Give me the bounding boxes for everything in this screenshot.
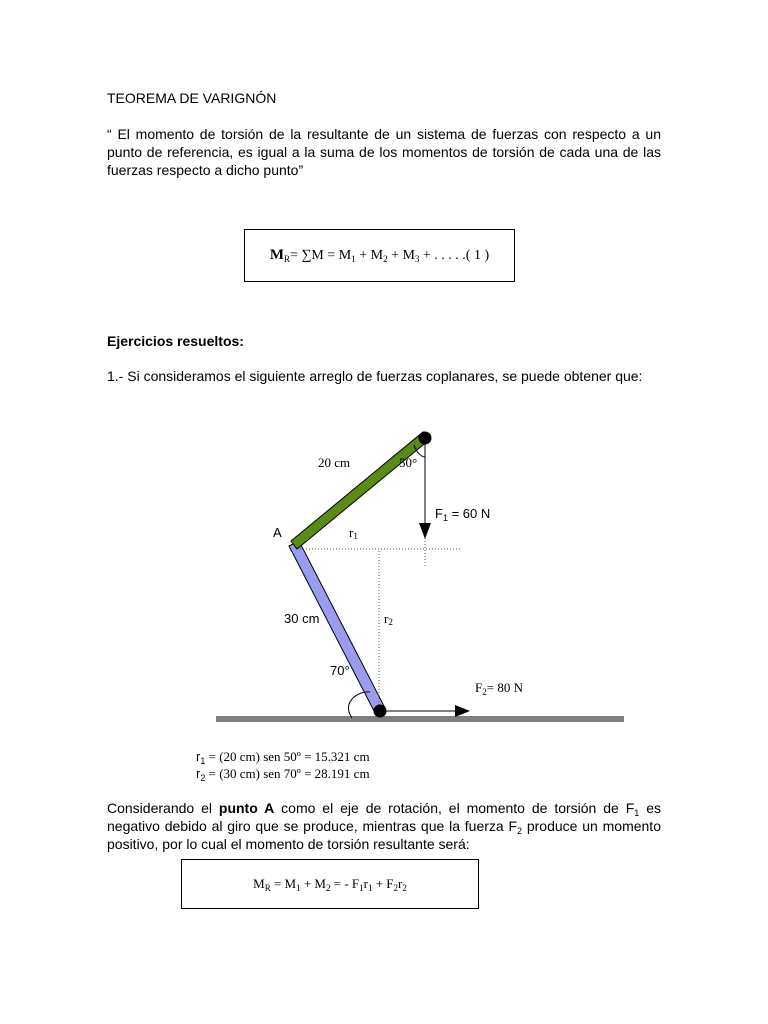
formula-varignon: $M_R= \sum M = M_1 + M_2 + M_3$ + . . . . .( 1 ) <box>269 247 490 264</box>
label-angle-50: 50° <box>399 455 418 470</box>
label-angle-70: 70° <box>330 663 350 678</box>
upper-bar-20cm <box>291 432 429 549</box>
label-20cm: 20 cm <box>318 455 351 470</box>
label-30cm: 30 cm <box>284 611 320 626</box>
label-f1: $F_1 = 60$ N <box>435 506 491 523</box>
explanation-paragraph: Considerando el punto A como el eje de rotación, el momento de torsión de $F_1$ es negativo debido al giro que se produce, mientras que la fuerza $F_2$ produce un momento positivo, por lo cual el momento de torsión resultante será: <box>107 800 661 852</box>
theorem-quote: “ El momento de torsión de la resultante de un sistema de fuerzas con respecto a un punto de referencia, es igual a la suma de los momentos de torsión de cada una de las fuerzas respecto a dicho punto” <box>107 126 661 178</box>
pivot-bottom <box>374 705 387 718</box>
formula-resultant-box <box>181 859 479 909</box>
f2-arrow-head <box>455 705 470 717</box>
section-heading: Ejercicios resueltos: <box>107 333 244 349</box>
label-f2: $F_2= 80$ N <box>475 680 523 697</box>
page-title: TEOREMA DE VARIGNÓN <box>107 90 277 106</box>
f1-arrow-head <box>419 523 431 539</box>
label-r1: r1 <box>349 525 358 541</box>
calc-block <box>196 748 370 782</box>
formula-resultant: $M_R = M_1 + M_2$ = - $F_1r_1 + F_2r_2$ <box>253 876 407 893</box>
exercise-intro: 1.- Si consideramos el siguiente arreglo de fuerzas coplanares, se puede obtener que: <box>107 368 643 384</box>
pivot-top <box>419 432 432 445</box>
calc-r1: $r_1 = (20$ cm) sen 50º = 15.321 cm <box>196 749 370 766</box>
calc-r2: $r_2 = (30$ cm) sen 70º = 28.191 cm <box>196 766 370 783</box>
lower-bar-30cm <box>289 541 385 713</box>
label-point-a: A <box>273 525 282 540</box>
label-r2: r2 <box>384 611 393 627</box>
